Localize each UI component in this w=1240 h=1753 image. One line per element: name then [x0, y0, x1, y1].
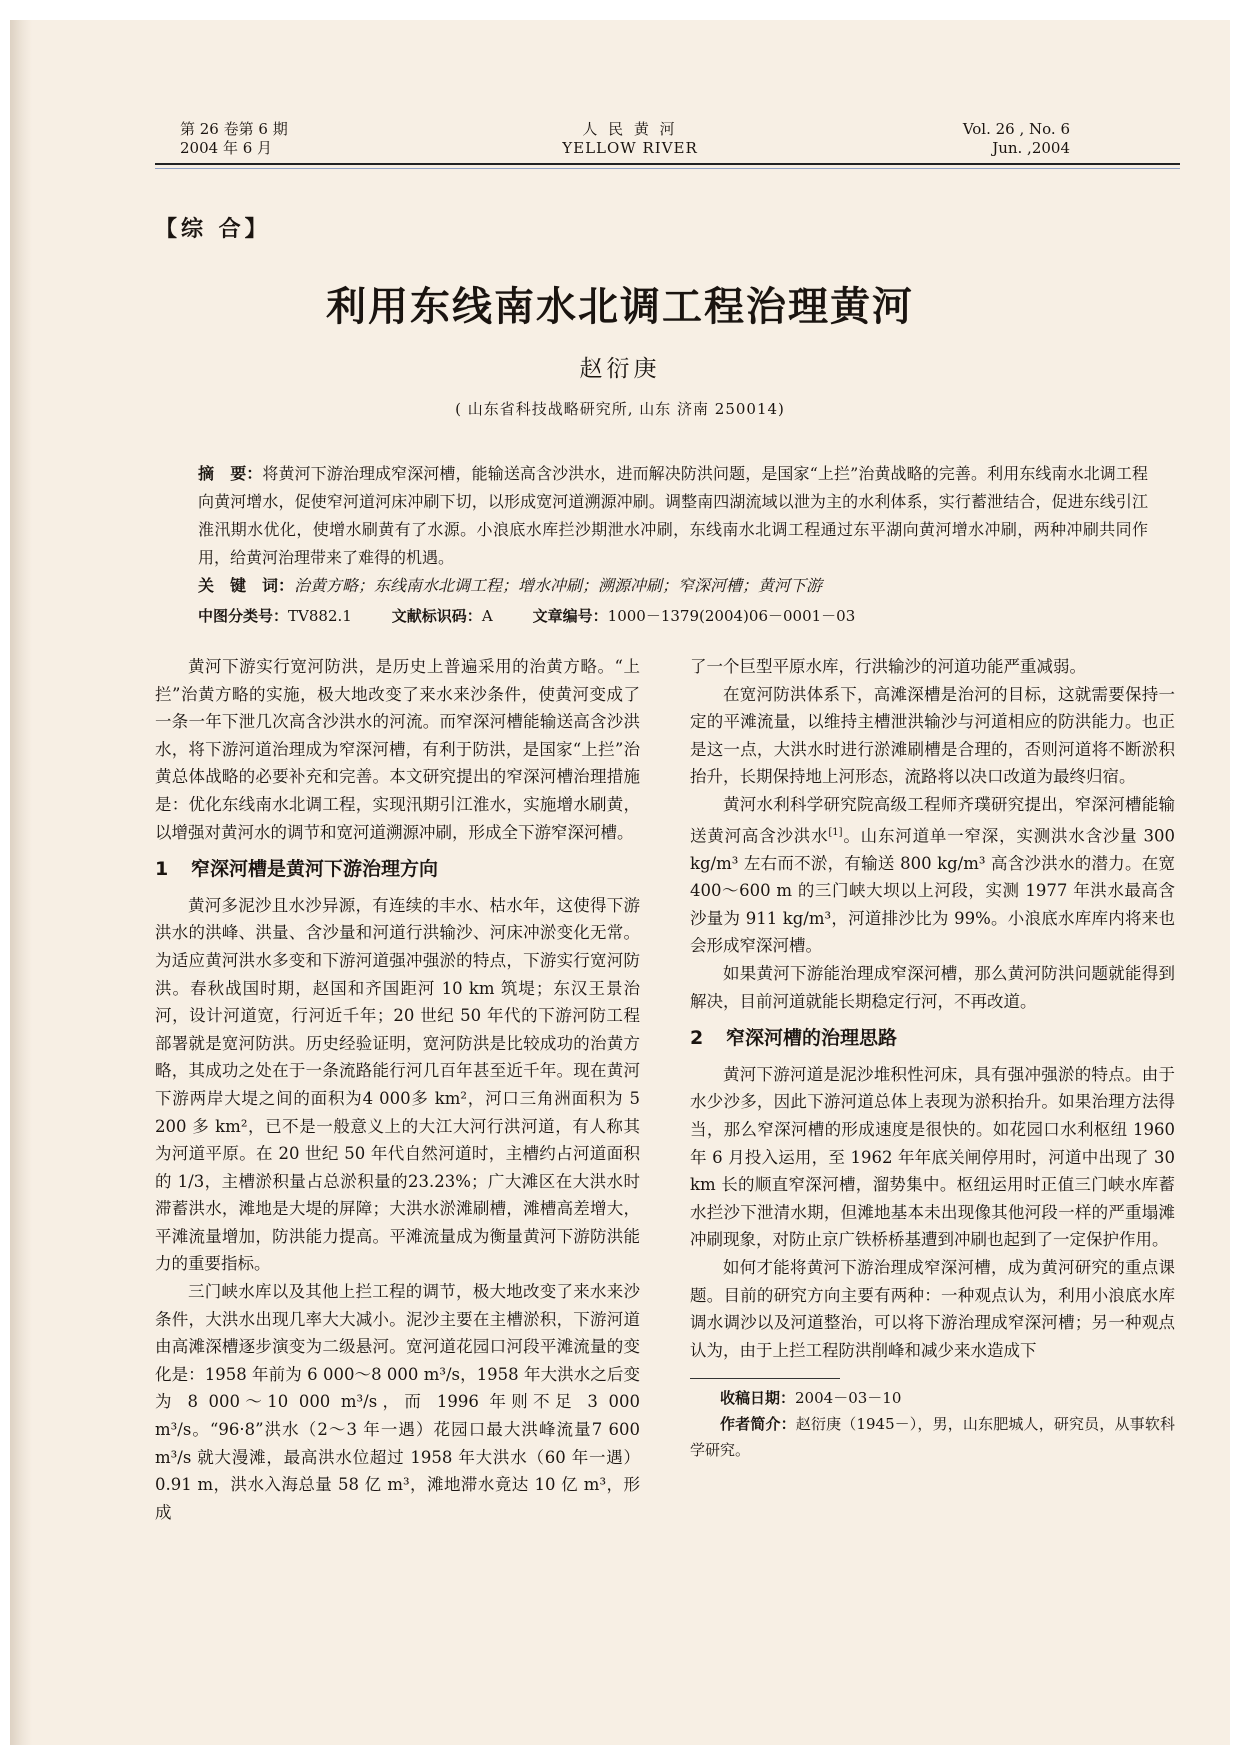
- header-rule-secondary: [155, 168, 1180, 169]
- section-2-heading: [690, 1025, 1175, 1053]
- article-title: 利用东线南水北调工程治理黄河: [326, 284, 914, 330]
- author-bio-label: 作者简介：: [720, 1415, 796, 1434]
- section-1-title: 窄深河槽是黄河下游治理方向: [191, 858, 439, 881]
- author-name: 赵衍庚: [579, 356, 661, 382]
- header-rule: [155, 163, 1180, 165]
- classification-line: [198, 602, 1148, 630]
- paragraph-text-b: 。山东河道单一窄深，实测洪水含沙量 300 kg/m³ 左右而不淤，有输送 800 kg/m³ 高含沙洪水的潜力。在宽 400～600 m 的三门峡大坝以上河段，实测 1977 年洪水最高含沙量为 911 kg/m³，河道排沙比为 99%。小浪底水库库内将来也会形成窄深河槽。: [690, 826, 1176, 956]
- clc-value: TV882.1: [288, 607, 352, 625]
- abstract-label: 摘 要：: [198, 464, 263, 483]
- abstract: [198, 460, 1148, 572]
- keywords-text: 治黄方略；东线南水北调工程；增水冲刷；溯源冲刷；窄深河槽；黄河下游: [294, 576, 823, 595]
- author-affiliation: ( 山东省科技战略研究所, 山东 济南 250014): [455, 400, 785, 418]
- received-date: 2004－03－10: [795, 1389, 902, 1408]
- journal-name-en: YELLOW RIVER: [562, 139, 698, 157]
- section-1-paragraph-2: 三门峡水库以及其他上拦工程的调节，极大地改变了来水来沙条件，大洪水出现几率大大减小。泥沙主要在主槽淤积，下游河道由高滩深槽逐步演变为二级悬河。宽河道花园口河段平滩流量的变化是：1958 年前为 6 000～8 000 m³/s，1958 年大洪水之后变为 8 000～10 000 m³/s，而 1996 年则不足 3 000 m³/s。“96·8”洪水（2～3 年一遇）花园口最大洪峰流量7 600 m³/s 就大漫滩，最高洪水位超过 1958 年大洪水（60 年一遇）0.91 m，洪水入海总量 58 亿 m³，滩地滞水竟达 10 亿 m³，形成: [155, 1282, 640, 1522]
- section-1-paragraph-1: 黄河多泥沙且水沙异源，有连续的丰水、枯水年，这使得下游洪水的洪峰、洪量、含沙量和河道行洪输沙、河床冲淤变化无常。为适应黄河洪水多变和下游河道强冲强淤的特点，下游实行宽河防洪。春秋战国时期，赵国和齐国距河 10 km 筑堤；东汉王景治河，设计河道宽，行河近千年；20 世纪 50 年代的下游河防工程部署就是宽河防洪。历史经验证明，宽河防洪是比较成功的治黄方略，其成功之处在于一条流路能行河几百年甚至近千年。现在黄河下游两岸大堤之间的面积为4 000多 km²，河口三角洲面积为 5 200 多 km²，已不是一般意义上的大江大河行洪河道，有人称其为河道平原。在 20 世纪 50 年代自然河道时，主槽约占河道面积的 1/3，主槽淤积量占总淤积量的23.23%；广大滩区在大洪水时滞蓄洪水，滩地是大堤的屏障；大洪水淤滩刷槽，滩槽高差增大，平滩流量增加，防洪能力提高。平滩流量成为衡量黄河下游防洪能力的重要指标。: [155, 895, 640, 1274]
- issue-date-en: Jun. ,2004: [992, 139, 1070, 157]
- continued-paragraph: 了一个巨型平原水库，行洪输沙的河道功能严重减弱。: [690, 657, 1086, 676]
- section-1-paragraph-3: 在宽河防洪体系下，高滩深槽是治河的目标，这就需要保持一定的平滩流量，以维持主槽泄洪输沙与河道相应的防洪能力。也正是这一点，大洪水时进行淤滩刷槽是合理的，否则河道将不断淤积抬升，长期保持地上河形态，流路将以决口改道为最终归宿。: [690, 684, 1175, 787]
- section-tag: 【综 合】: [155, 217, 271, 242]
- author-bio: 赵衍庚（1945－），男，山东肥城人，研究员，从事软科学研究。: [690, 1415, 1175, 1460]
- running-head-center: [530, 120, 730, 158]
- keywords: [198, 572, 1148, 600]
- received-label: 收稿日期：: [720, 1389, 796, 1408]
- citation-ref: [1]: [828, 826, 843, 838]
- issue-date: 2004 年 6 月: [180, 139, 273, 157]
- intro-paragraph: 黄河下游实行宽河防洪，是历史上普遍采用的治黄方略。“上拦”治黄方略的实施，极大地改变了来水来沙条件，使黄河变成了一条一年下泄几次高含沙洪水的河流。而窄深河槽能输送高含沙洪水，将下游河道治理成为窄深河槽，有利于防洪，是国家“上拦”治黄总体战略的必要补充和完善。本文研究提出的窄深河槽治理措施是：优化东线南水北调工程，实现汛期引江淮水，实施增水刷黄，以增强对黄河水的调节和宽河道溯源冲刷，形成全下游窄深河槽。: [155, 657, 640, 842]
- section-1-heading: [155, 856, 640, 884]
- section-2-number: 2: [690, 1027, 704, 1050]
- clc-number: [198, 602, 352, 630]
- paragraph-text-a: 黄河水利科学研究院高级工程师齐璞研究提出，窄深河槽能输送黄河高含沙洪水: [690, 794, 1175, 846]
- section-2-paragraph-2: 如何才能将黄河下游治理成窄深河槽，成为黄河研究的重点课题。目前的研究方向主要有两种：一种观点认为，利用小浪底水库调水调沙以及河道整治，可以将下游治理成窄深河槽；另一种观点认为，由于上拦工程防洪削峰和减少来水造成下: [690, 1257, 1175, 1360]
- footnote-received: [690, 1385, 1175, 1411]
- document-code: [392, 602, 493, 630]
- running-head-left: [180, 120, 380, 158]
- section-1-paragraph-4: [690, 791, 1175, 960]
- body-column-left: [155, 653, 640, 1526]
- abstract-block: [198, 460, 1148, 630]
- volume-issue-en: Vol. 26 , No. 6: [962, 120, 1070, 138]
- section-2-title: 窄深河槽的治理思路: [726, 1027, 898, 1050]
- section-1-paragraph-5: 如果黄河下游能治理成窄深河槽，那么黄河防洪问题就能得到解决，目前河道就能长期稳定行河，不再改道。: [690, 964, 1175, 1011]
- volume-issue: 第 26 卷第 6 期: [180, 120, 288, 138]
- footnote-author: [690, 1411, 1175, 1463]
- section-1-number: 1: [155, 858, 169, 881]
- article-number: [533, 602, 856, 630]
- article-number-label: 文章编号：: [532, 607, 608, 625]
- abstract-text: 将黄河下游治理成窄深河槽，能输送高含沙洪水，进而解决防洪问题，是国家“上拦”治黄战略的完善。利用东线南水北调工程向黄河增水，促使窄河道河床冲刷下切，以形成宽河道溯源冲刷。调整南四湖流域以泄为主的水利体系，实行蓄泄结合，促进东线引江淮汛期水优化，使增水刷黄有了水源。小浪底水库拦沙期泄水冲刷，东线南水北调工程通过东平湖向黄河增水冲刷，两种冲刷共同作用，给黄河治理带来了难得的机遇。: [198, 464, 1148, 567]
- journal-name-cn: 人 民 黄 河: [582, 120, 678, 138]
- running-head-right: [870, 120, 1070, 158]
- article-number-value: 1000－1379(2004)06－0001－03: [607, 607, 856, 625]
- doc-code-label: 文献标识码：: [391, 607, 482, 625]
- clc-label: 中图分类号：: [198, 607, 289, 625]
- page-sheet: [10, 20, 1230, 1745]
- section-2-paragraph-1: 黄河下游河道是泥沙堆积性河床，具有强冲强淤的特点。由于水少沙多，因此下游河道总体上表现为淤积抬升。如果治理方法得当，那么窄深河槽的形成速度是很快的。如花园口水利枢纽 1960 年 6 月投入运用，至 1962 年年底关闸停用时，河道中出现了 30 km 长的顺直窄深河槽，溜势集中。枢纽运用时正值三门峡水库蓄水拦沙下泄清水期，但滩地基本未出现像其他河段一样的严重塌滩冲刷现象，对防止京广铁桥桥基遭到冲刷也起到了一定保护作用。: [690, 1064, 1175, 1250]
- keywords-label: 关 键 词：: [198, 576, 295, 595]
- doc-code-value: A: [481, 607, 493, 625]
- body-column-right: [690, 653, 1175, 1463]
- footnote-rule: [690, 1378, 840, 1379]
